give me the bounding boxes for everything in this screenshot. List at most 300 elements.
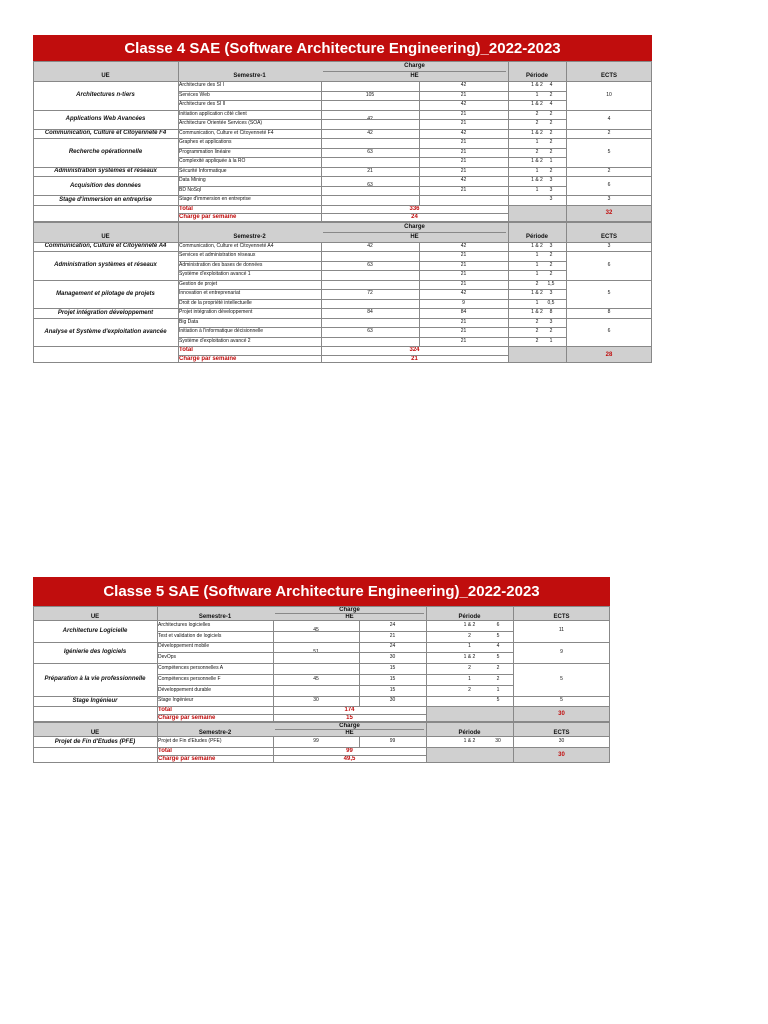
ue-ects: 30 — [558, 738, 565, 745]
grid-line — [426, 706, 427, 722]
grid-line — [508, 81, 509, 110]
grid-line — [178, 318, 179, 347]
module-ects: 3 — [549, 186, 553, 193]
module-ects: 2 — [549, 167, 553, 174]
grid-line — [321, 110, 322, 129]
grid-line — [33, 167, 34, 177]
ue-ects: 9 — [560, 648, 563, 655]
grid-line — [321, 242, 322, 252]
module-name: Big Data — [179, 318, 199, 325]
header-periode: Période — [458, 729, 481, 736]
header-ue: UE — [101, 73, 110, 79]
header-ue: UE — [90, 613, 100, 620]
grid-line — [321, 138, 322, 167]
header-sem2: Semestre-2 — [233, 233, 266, 240]
header-charge: Charge — [404, 63, 425, 69]
header-ue: UE — [101, 233, 110, 240]
ue-name: Préparation à la vie professionnelle — [44, 676, 146, 683]
grid-line — [513, 642, 514, 664]
grid-line — [359, 663, 360, 695]
ue-ects: 3 — [607, 242, 611, 249]
grid-line — [33, 222, 652, 223]
grid-line — [321, 308, 322, 318]
grid-line — [157, 722, 158, 736]
module-periode: 1 — [535, 261, 539, 268]
grid-line — [273, 706, 274, 722]
grid-line — [566, 129, 567, 139]
module-name: Compétences personnelles A — [158, 665, 224, 672]
module-hours: 21 — [460, 271, 467, 278]
total-label: Total — [158, 748, 172, 755]
grid-line — [33, 61, 652, 62]
grid-line — [609, 722, 610, 736]
module-ects: 3 — [549, 242, 553, 249]
grid-line — [33, 762, 610, 763]
total-label: Total — [179, 347, 193, 354]
module-hours: 84 — [460, 309, 467, 316]
grid-line — [651, 176, 652, 195]
module-hours: 21 — [460, 186, 467, 193]
ue-name: Communication, Culture et Citoyenneté F4 — [44, 130, 167, 137]
module-periode: 1 — [535, 252, 539, 259]
grid-line — [321, 346, 322, 363]
grid-line — [419, 242, 420, 252]
ue-name: Analyse et Système d'exploitation avancée — [44, 328, 167, 335]
grid-line — [33, 620, 34, 642]
module-periode: 1 — [468, 675, 471, 682]
module-name: Architectures logicielles — [158, 621, 211, 628]
grid-line — [566, 176, 567, 195]
ue-ects: 8 — [607, 309, 611, 316]
class5-title: Classe 5 SAE (Software Architecture Engineering)_2022-2023 — [33, 577, 610, 606]
grid-line — [321, 318, 322, 347]
grid-line — [513, 606, 514, 620]
grid-line — [651, 195, 652, 205]
ue-name: Stage Ingénieur — [72, 697, 118, 704]
grid-line — [33, 81, 652, 82]
header-ue: UE — [90, 729, 100, 736]
grid-line — [33, 362, 652, 363]
grid-line — [323, 232, 506, 233]
grid-line — [508, 280, 509, 309]
module-ects: 6 — [496, 621, 500, 628]
class5-table — [33, 577, 610, 780]
grid-line — [419, 195, 420, 205]
grid-line — [33, 110, 34, 129]
grid-line — [609, 606, 610, 620]
grid-line — [419, 308, 420, 318]
grid-line — [33, 706, 34, 722]
ue-ects: 5 — [607, 148, 611, 155]
module-hours: 21 — [460, 110, 467, 117]
module-name: Développement mobile — [158, 643, 210, 650]
grid-line — [426, 642, 427, 664]
grid-line — [178, 205, 179, 222]
grid-line — [419, 280, 420, 309]
grid-line — [321, 81, 322, 110]
grid-line — [33, 205, 34, 222]
module-ects: 2 — [549, 139, 553, 146]
module-name: Services et administration réseaux — [179, 252, 256, 259]
grid-line — [609, 620, 610, 642]
grid-line — [33, 61, 34, 81]
grid-line — [419, 176, 420, 195]
module-hours: 21 — [460, 148, 467, 155]
grid-line — [33, 242, 652, 243]
module-ects: 3 — [549, 196, 553, 203]
module-hours: 15 — [389, 686, 396, 693]
ue-name: Applications Web Avancées — [65, 116, 146, 122]
ue-hours: 63 — [367, 148, 373, 155]
module-name: Communication, Culture et Citoyenneté F4 — [179, 129, 274, 136]
ue-name: Acquisition des données — [69, 182, 141, 189]
grid-line — [157, 747, 158, 763]
grid-line — [426, 736, 427, 747]
grid-line — [508, 346, 509, 363]
module-hours — [419, 195, 508, 205]
grid-line — [609, 736, 610, 747]
ue-ects: 2 — [607, 167, 611, 174]
grid-line — [651, 129, 652, 139]
module-hours: 15 — [389, 665, 396, 672]
module-name: Services Web — [179, 91, 210, 98]
grid-line — [33, 620, 610, 621]
grid-line — [33, 129, 652, 130]
ects-total: 32 — [605, 210, 613, 216]
header-he: HE — [345, 729, 354, 736]
week-label: Charge par semaine — [158, 756, 216, 763]
week-label: Charge par semaine — [179, 355, 237, 362]
grid-line — [651, 205, 652, 222]
grid-line — [419, 129, 420, 139]
header-he: HE — [410, 73, 419, 79]
grid-line — [359, 696, 360, 707]
module-hours: 21 — [460, 158, 467, 165]
grid-line — [178, 138, 179, 167]
ue-hours: 84 — [367, 309, 373, 316]
grid-line — [178, 213, 508, 214]
module-periode: 2 — [535, 120, 539, 127]
ue-ects: 2 — [607, 129, 611, 136]
ue-ects: 4 — [607, 115, 611, 122]
grid-line — [508, 129, 509, 139]
module-hours: 30 — [389, 654, 396, 661]
grid-line — [566, 138, 567, 167]
module-name: Graphes et applications — [179, 139, 232, 146]
module-periode: 1 — [535, 91, 539, 98]
grid-line — [651, 110, 652, 129]
module-name: Administration des bases de données — [179, 261, 263, 268]
grid-line — [157, 620, 158, 642]
grid-line — [566, 346, 567, 363]
class5-grid — [33, 606, 610, 780]
grid-line — [33, 195, 34, 205]
module-periode: 1 — [535, 299, 539, 306]
module-hours: 21 — [460, 328, 467, 335]
module-periode: 2 — [535, 110, 539, 117]
grid-line — [651, 61, 652, 81]
grid-line — [273, 642, 274, 664]
module-hours: 21 — [460, 261, 467, 268]
module-ects: 2 — [496, 665, 500, 672]
grid-line — [157, 642, 158, 664]
class4-table — [33, 35, 652, 405]
grid-line — [359, 620, 360, 642]
module-ects: 5 — [496, 697, 500, 704]
grid-line — [321, 129, 322, 139]
grid-line — [426, 747, 427, 763]
grid-line — [651, 138, 652, 167]
module-periode: 2 — [468, 665, 471, 672]
grid-line — [178, 61, 179, 81]
header-sem1: Semestre-1 — [198, 613, 232, 620]
module-name: Système d'exploitation avancé 2 — [179, 337, 251, 344]
ects-total: 30 — [558, 711, 565, 718]
grid-line — [321, 205, 322, 222]
module-periode: 1 & 2 — [531, 158, 543, 165]
module-ects: 4 — [496, 643, 500, 650]
module-name: Gestion de projet — [179, 280, 218, 287]
grid-line — [33, 242, 34, 252]
grid-line — [651, 167, 652, 177]
module-name: DevOps — [158, 654, 177, 661]
grid-line — [651, 308, 652, 318]
week-hours: 49,5 — [343, 756, 356, 763]
grid-line — [273, 696, 274, 707]
module-name: Architecture Orientée Services (SOA) — [179, 120, 263, 127]
grid-line — [359, 642, 360, 664]
module-ects: 1 — [549, 337, 553, 344]
module-periode: 1 — [468, 643, 471, 650]
ue-hours: 21 — [367, 167, 373, 174]
module-ects: 4 — [549, 101, 553, 108]
grid-line — [178, 346, 179, 363]
grid-line — [508, 138, 509, 167]
grid-line — [508, 205, 509, 222]
grid-line — [566, 167, 567, 177]
grid-line — [651, 346, 652, 363]
module-ects: 2 — [549, 148, 553, 155]
header-periode: Période — [525, 73, 548, 79]
ue-name: Stage d'immersion en entreprise — [59, 196, 152, 203]
grid-line — [33, 280, 34, 309]
grid-line — [566, 195, 567, 205]
ue-ects: 3 — [607, 196, 611, 203]
module-name: Système d'exploitation avancé 1 — [179, 271, 251, 278]
grid-line — [651, 242, 652, 252]
grid-line — [275, 729, 424, 730]
ue-name: Architectures n-tiers — [76, 92, 135, 99]
ue-name: Recherche opérationnelle — [68, 149, 143, 156]
ue-hours: 30 — [313, 697, 319, 704]
header-periode: Période — [525, 233, 548, 240]
grid-line — [609, 747, 610, 763]
module-hours: 9 — [462, 299, 465, 306]
grid-line — [321, 176, 322, 195]
grid-line — [508, 308, 509, 318]
grid-line — [275, 613, 424, 614]
module-periode: 2 — [468, 632, 471, 639]
grid-line — [508, 176, 509, 195]
grid-line — [609, 696, 610, 707]
class4-title: Classe 4 SAE (Software Architecture Engineering)_2022-2023 — [33, 35, 652, 61]
grid-line — [33, 251, 34, 280]
module-ects: 2 — [549, 261, 553, 268]
header-sem2: Semestre-2 — [198, 729, 232, 736]
module-name: Projet intégration développement — [179, 309, 253, 316]
module-hours: 21 — [460, 337, 467, 344]
grid-line — [426, 606, 427, 620]
grid-line — [157, 652, 513, 653]
ue-ects: 5 — [607, 290, 611, 297]
ue-hours: 63 — [367, 328, 373, 335]
ue-name: Architecture Logicielle — [62, 627, 128, 634]
grid-line — [157, 685, 513, 686]
module-name: Initiation application côté client — [179, 110, 247, 117]
module-name: Architecture des SI I — [179, 82, 225, 89]
week-hours: 15 — [346, 715, 353, 722]
module-name: Projet de Fin d'Etudes (PFE) — [158, 738, 222, 745]
grid-line — [33, 138, 652, 139]
module-periode: 1 — [535, 167, 539, 174]
grid-line — [419, 110, 420, 129]
grid-line — [33, 736, 34, 747]
grid-line — [33, 642, 34, 664]
grid-line — [33, 346, 652, 347]
module-ects: 2 — [549, 120, 553, 127]
grid-line — [33, 606, 610, 607]
module-name: Communication, Culture et Citoyenneté A4 — [179, 242, 274, 249]
grid-line — [178, 242, 179, 252]
total-hours: 99 — [346, 748, 353, 755]
ue-ects: 6 — [607, 182, 611, 188]
grid-line — [651, 318, 652, 347]
module-name: Programmation linéaire — [179, 148, 231, 155]
grid-line — [566, 110, 567, 129]
module-name: Complexité appliquée à la RO — [179, 158, 246, 165]
ue-hours: 42 — [367, 242, 373, 249]
grid-line — [508, 110, 509, 129]
ue-name: Projet intégration développement — [57, 309, 154, 316]
module-ects: 30 — [495, 738, 501, 745]
grid-line — [33, 195, 652, 196]
module-hours: 42 — [460, 101, 467, 108]
grid-line — [178, 195, 179, 205]
ue-hours — [321, 195, 419, 205]
module-ects: 5 — [496, 654, 500, 661]
grid-line — [33, 129, 34, 139]
ue-hours: 45 — [313, 675, 319, 682]
grid-line — [33, 167, 652, 168]
grid-line — [508, 222, 509, 242]
module-periode: 1 & 2 — [531, 309, 543, 316]
module-name: Test et validation de logiciels — [158, 632, 222, 639]
module-periode: 2 — [468, 686, 471, 693]
grid-line — [157, 714, 426, 715]
grid-line — [513, 747, 514, 763]
module-hours: 21 — [460, 139, 467, 146]
ue-name: Administration systèmes et réseaux — [54, 262, 157, 269]
grid-line — [566, 242, 567, 252]
module-ects: 2 — [549, 252, 553, 259]
ue-name: Administration systèmes et réseaux — [54, 168, 157, 175]
grid-line — [157, 631, 513, 632]
grid-line — [178, 167, 179, 177]
module-hours: 42 — [460, 129, 467, 136]
module-periode: 1 & 2 — [463, 654, 476, 661]
ue-ects: 6 — [607, 261, 611, 268]
header-ects: ECTS — [553, 613, 570, 620]
module-periode: 1 — [535, 139, 539, 146]
ue-hours: 99 — [313, 738, 319, 745]
module-ects: 2 — [549, 110, 553, 117]
module-ects: 2 — [549, 328, 553, 335]
grid-line — [33, 308, 34, 318]
grid-line — [273, 747, 274, 763]
grid-line — [419, 251, 420, 280]
header-ects: ECTS — [600, 73, 617, 79]
module-hours: 24 — [389, 621, 396, 628]
grid-line — [566, 205, 567, 222]
ue-hours: 72 — [367, 290, 373, 297]
module-periode: 2 — [535, 280, 539, 287]
grid-line — [609, 706, 610, 722]
grid-line — [566, 251, 567, 280]
module-periode: 1 & 2 — [463, 621, 476, 628]
grid-line — [651, 81, 652, 110]
header-charge: Charge — [404, 223, 425, 230]
module-ects: 5 — [496, 632, 500, 639]
ects-total: 30 — [558, 752, 565, 759]
module-ects: 3 — [549, 290, 553, 297]
grid-line — [426, 696, 427, 707]
grid-line — [33, 251, 652, 252]
grid-line — [566, 81, 567, 110]
module-name: BD NoSql — [179, 186, 201, 193]
module-hours: 24 — [389, 643, 396, 650]
grid-line — [33, 747, 34, 763]
grid-line — [321, 280, 322, 309]
grid-line — [178, 81, 179, 110]
grid-line — [426, 722, 427, 736]
grid-line — [33, 736, 610, 737]
grid-line — [419, 138, 420, 167]
grid-line — [321, 251, 322, 280]
grid-line — [566, 222, 567, 242]
grid-line — [513, 736, 514, 747]
grid-line — [33, 696, 34, 707]
grid-line — [33, 346, 34, 363]
week-label: Charge par semaine — [179, 214, 237, 221]
grid-line — [566, 318, 567, 347]
grid-line — [651, 280, 652, 309]
header-periode: Période — [458, 613, 481, 620]
module-ects: 1,5 — [547, 280, 555, 287]
module-hours: 21 — [460, 280, 467, 287]
grid-line — [273, 620, 274, 642]
header-he: HE — [345, 613, 354, 620]
module-periode: 1 & 2 — [531, 290, 543, 297]
grid-line — [33, 722, 34, 736]
grid-line — [508, 167, 509, 177]
grid-line — [508, 242, 509, 252]
grid-line — [33, 81, 34, 110]
module-name: Initiation à l'informatique décisionnelle — [179, 328, 264, 335]
grid-line — [566, 280, 567, 309]
module-ects: 2 — [549, 271, 553, 278]
module-ects: 1 — [496, 686, 500, 693]
ects-total: 28 — [605, 351, 613, 358]
